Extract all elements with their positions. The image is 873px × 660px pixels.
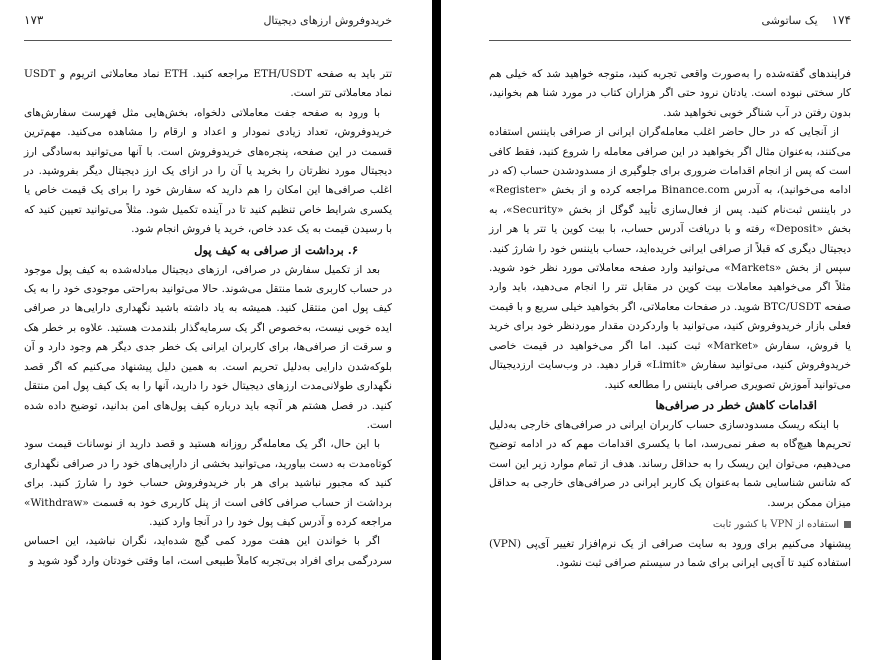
right-page-number-group (762, 13, 851, 27)
right-section-heading: اقدامات کاهش خطر در صرافی‌ها (655, 397, 817, 412)
right-paragraph: از آنجایی که در حال حاضر اغلب معامله‌گران ایرانی از صرافی بایننس استفاده می‌کنند، به‌عنوان مثال اگر بخواهید در این صرافی معامله را شروع کنید، فقط کافی است که پس از انجام اقدامات ضروری برای جلوگیری از مسدودشدن حساب (که در ادامه می‌خوانید)، به آدرس Binance.com مراجعه کرده و از بخش «Register» در بایننس ثبت‌نام کنید. پس از فعال‌سازی تأیید گوگل از بخش «Security»، به بخش «Deposit» رفته و با دریافت آدرس حساب، با بیت کوین یا تتر یا هر ارز دیجیتال دیگری که قبلاً از صرافی ایرانی خریده‌اید، حساب بایننس خود را شارژ کنید. سپس از بخش «Markets» می‌توانید وارد صفحه معاملاتی مورد نظر خود شوید. مثلاً اگر می‌خواهید معاملات بیت کوین در مقابل تتر را انجام می‌دهید، باید وارد صفحه BTC/USDT شوید. در صفحات معاملاتی، اگر بخواهید خیلی سریع و با قیمت فعلی بازار خریدوفروش کنید، می‌توانید با واردکردن مقدار موردنظر خود برای خرید یا فروش، سفارش «Market» ثبت کنید. اما اگر می‌خواهید در قیمت خاصی خریدوفروش کنید، می‌توانید سفارش «Limit» قرار دهید. در وب‌سایت ارزدیجیتال می‌توانید آموزش تصویری صرافی بایننس را مطالعه کنید. (489, 126, 852, 391)
left-paragraph: بعد از تکمیل سفارش در صرافی، ارزهای دیجیتال مبادله‌شده به کیف پول موجود در حساب کاربری شما منتقل می‌شوند. حالا می‌توانید به‌راحتی موجودی خود را به یک کیف پول امن منتقل کنید. همیشه به یاد داشته باشید نگهداری دارایی‌ها در صرافی ایده خوبی نیست، به‌خصوص اگر یک سرمایه‌گذار بلندمدت هستید. علاوه بر خطر هک و سرقت از صرافی‌ها، برای کاربران ایرانی یک خطر جدی دیگر هم وجود دارد و آن بلوکه‌شدن دارایی به‌دلیل تحریم است. به همین دلیل پیشنهاد می‌کنیم که اگر قصد نگهداری طولانی‌مدت ارزهای دیجیتال خود را دارید، آنها را به یک کیف پول امن منتقل کنید. در فصل هشتم هر آنچه باید درباره کیف پول‌های امن بدانید، توضیح داده شده است. (24, 263, 392, 431)
right-page (441, 0, 873, 660)
left-page (0, 0, 432, 660)
book-gutter (432, 0, 441, 660)
right-paragraph: پیشنهاد می‌کنیم برای ورود به سایت صرافی از یک نرم‌افزار تغییر آی‌پی (VPN) استفاده کنید تا آی‌پی ایرانی برای شما در سیستم صرافی ثبت نشود. (489, 537, 851, 570)
left-section-heading: ۶. برداشت از صرافی به کیف پول (194, 242, 358, 257)
left-paragraph: اگر با خواندن این هفت مورد کمی گیج شده‌اید، نگران نباشید، این احساس سردرگمی برای افراد بی‌تجربه کاملاً طبیعی است، اما وقتی خودتان وارد گود شوید و (24, 535, 392, 567)
right-page-number: ۱۷۴ (831, 13, 851, 27)
left-page-number: ۱۷۳ (24, 13, 44, 27)
right-paragraph: با اینکه ریسک مسدودسازی حساب کاربران ایرانی در صرافی‌های خارجی به‌دلیل تحریم‌ها هیچ‌گاه به صفر نمی‌رسد، اما با یکسری اقدامات مهم که در ادامه توضیح می‌دهیم، می‌توان این ریسک را به حداقل رساند. هدف از تمام موارد زیر این است که شانس شناسایی شما به‌عنوان یک کاربر ایرانی در صرافی‌های خارجی به حداقل میزان ممکن برسد. (489, 418, 851, 509)
left-paragraph: با این حال، اگر یک معامله‌گر روزانه هستید و قصد دارید از نوسانات قیمت سود کوتاه‌مدت به دست بیاورید، می‌توانید بخشی از دارایی‌های خود را در صرافی نگهداری کنید که مجبور نباشید برای هر بار خریدوفروش حساب خود را شارژ کنید. برای برداشت از حساب صرافی کافی است از پنل کاربری خود به قسمت «Withdraw» مراجعه کرده و آدرس کیف پول خود را در آنجا وارد کنید. (24, 438, 392, 528)
right-header-title: یک ساتوشی (761, 14, 818, 27)
left-page-header (24, 0, 392, 41)
left-paragraph: تتر باید به صفحه ETH/USDT مراجعه کنید. ETH نماد معاملاتی اتریوم و USDT نماد معاملاتی تتر است. (24, 68, 393, 100)
bullet-subheading (489, 515, 851, 535)
bullet-subheading-label: استفاده از VPN با کشور ثابت (712, 518, 839, 530)
right-page-header (489, 0, 851, 41)
square-bullet-icon (844, 521, 851, 528)
left-paragraph: با ورود به صفحه جفت معاملاتی دلخواه، بخش‌هایی مثل فهرست سفارش‌های خریدوفروش، تعداد زیادی نمودار و اعداد و ارقام را مشاهده می‌کنید. مهم‌ترین قسمت در این صفحه، پنجره‌های خریدوفروش است. با آنها می‌توانید به‌سادگی ارز دیجیتال مورد نظرتان را بخرید یا آن را در ازای یک ارز دیجیتال دیگر بفروشید. در اغلب صرافی‌ها این امکان را هم دارید که سفارش خود را برای یک قیمت خاص یا یکسری شرایط خاص تنظیم کنید تا در آینده تکمیل شود. مثلاً می‌توانید تعیین کنید که با رسیدن قیمت به یک عدد خاص، خرید یا فروش انجام شود. (24, 106, 392, 236)
right-paragraph: فرایندهای گفته‌شده را به‌صورت واقعی تجربه کنید، متوجه خواهید شد که خیلی هم کار سختی نبوده است. یادتان نرود حتی اگر هزاران کتاب در مورد شنا هم بخوانید، بدون رفتن در آب شناگر خوبی نخواهید شد. (489, 68, 851, 119)
left-header-title: خریدوفروش ارزهای دیجیتال (263, 13, 392, 27)
